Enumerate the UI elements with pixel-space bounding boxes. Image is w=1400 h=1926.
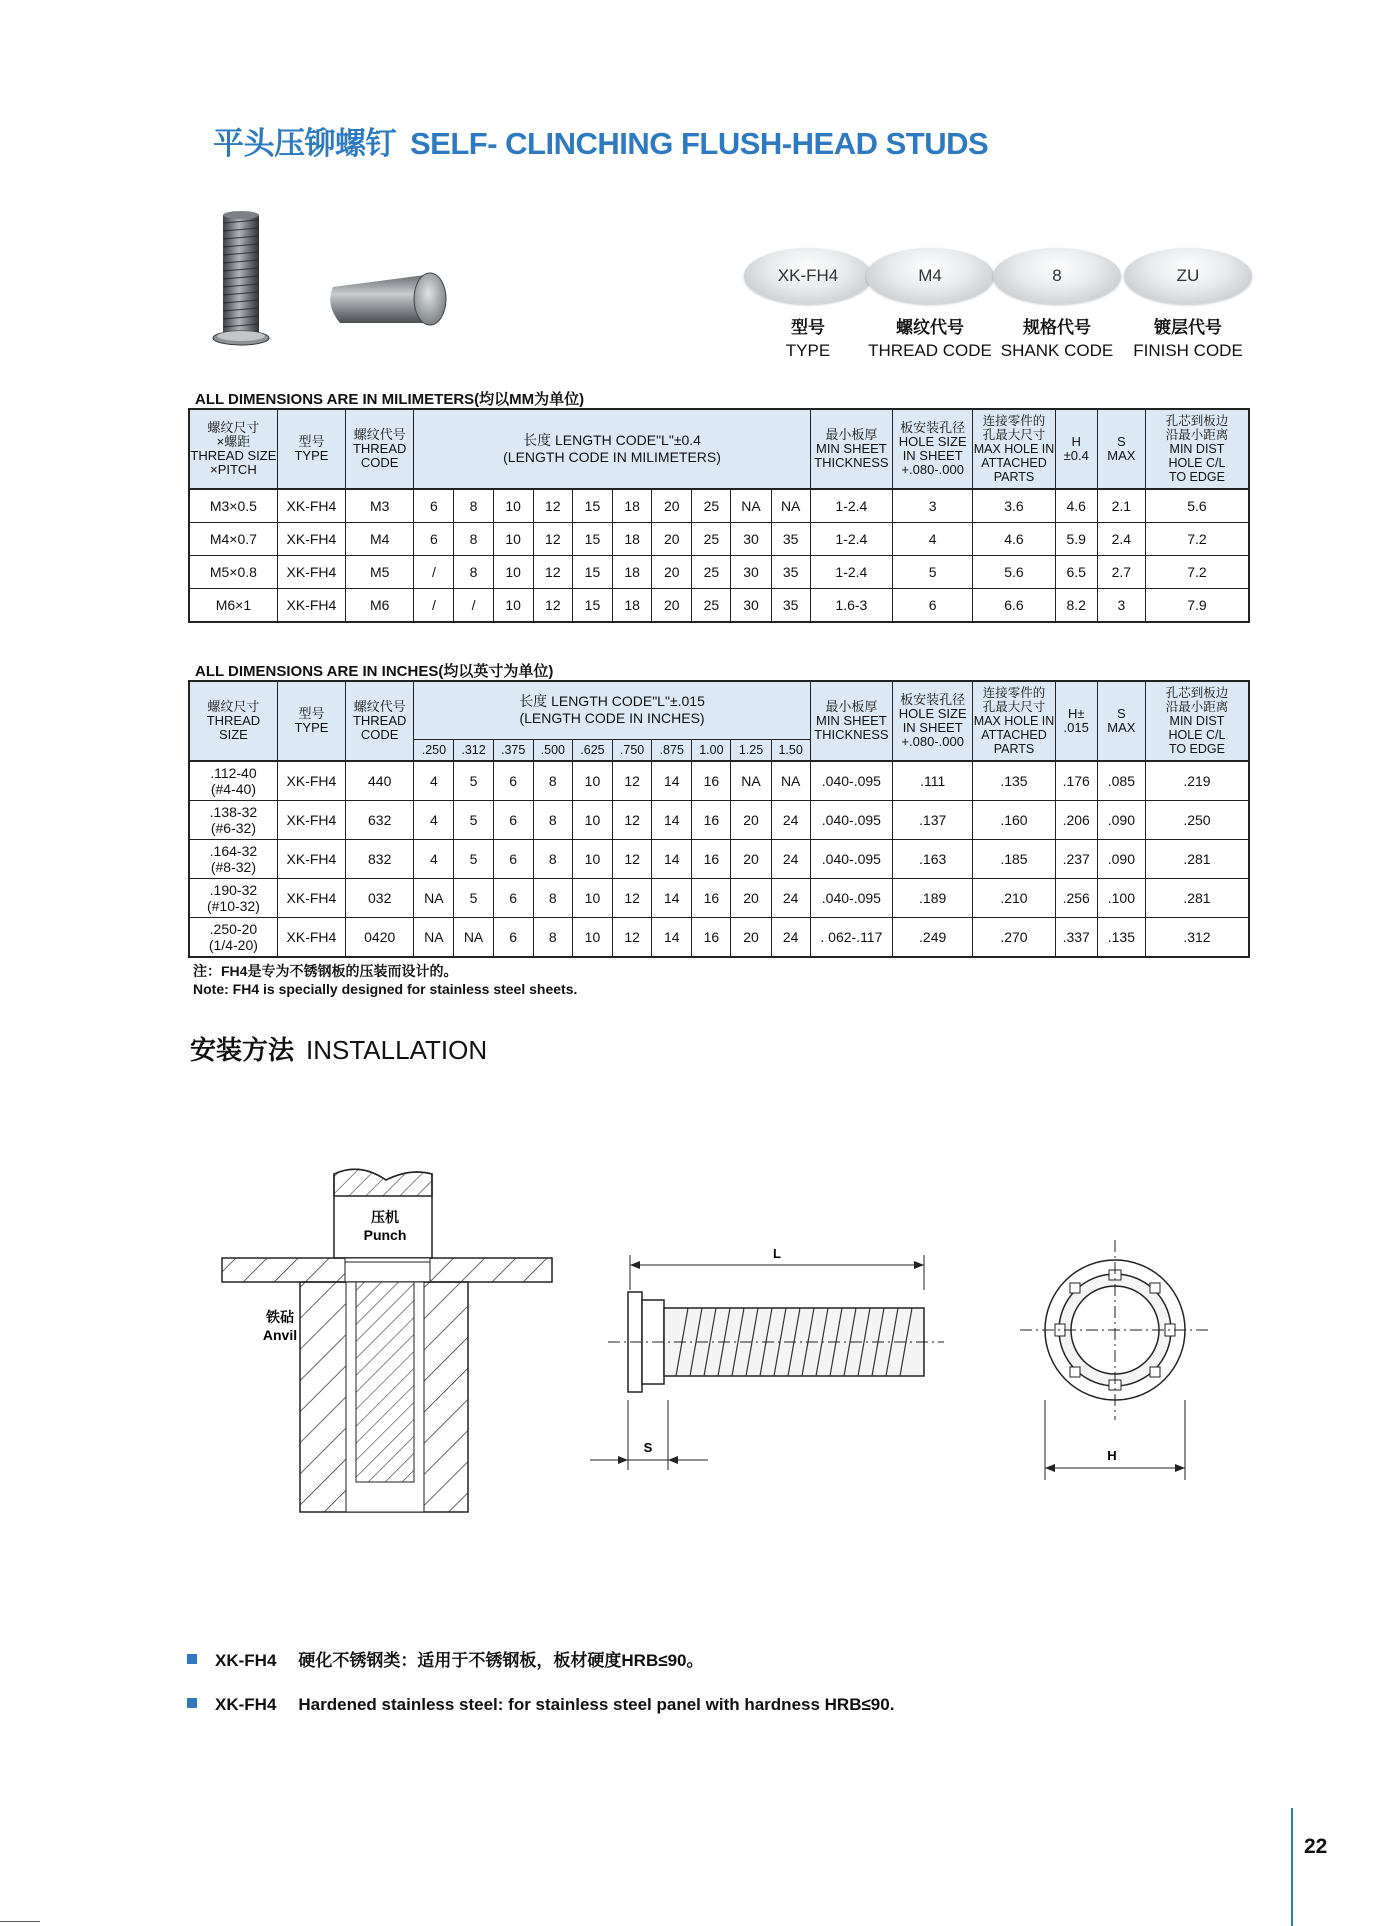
thread-code-cell: 032 <box>346 879 414 918</box>
type-cell: XK-FH4 <box>277 761 345 801</box>
dimension-s-label: S <box>643 1440 653 1455</box>
length-cell: 4 <box>414 840 454 879</box>
mm-header-hole-size: 板安装孔径 HOLE SIZE IN SHEET +.080-.000 <box>893 409 973 489</box>
length-cell: 12 <box>613 801 652 840</box>
mm-header-h: H ±0.4 <box>1055 409 1097 489</box>
inch-header-h: H± .015 <box>1055 681 1097 761</box>
thread-code-cell: 440 <box>346 761 414 801</box>
hole-cell: 4 <box>893 523 973 556</box>
s-cell: 3 <box>1097 589 1145 623</box>
length-cell: 16 <box>692 761 731 801</box>
min-sheet-cell: .040-.095 <box>810 761 892 801</box>
length-cell: 18 <box>613 489 652 523</box>
thread-size-cell: M4×0.7 <box>189 523 277 556</box>
mm-header-thread-size: 螺纹尺寸 ×螺距 THREAD SIZE ×PITCH <box>189 409 277 489</box>
thread-code-cell: M3 <box>346 489 414 523</box>
length-cell: NA <box>771 489 810 523</box>
length-cell: 20 <box>731 801 771 840</box>
length-cell: 20 <box>652 589 692 623</box>
length-cell: 12 <box>533 589 572 623</box>
max-hole-cell: .210 <box>973 879 1055 918</box>
length-cell: 14 <box>652 879 692 918</box>
part-oval-finish: ZU <box>1124 248 1252 304</box>
length-cell: 20 <box>652 523 692 556</box>
length-code-header: 1.00 <box>692 739 731 761</box>
type-cell: XK-FH4 <box>277 556 345 589</box>
length-cell: 35 <box>771 556 810 589</box>
thread-code-cell: 0420 <box>346 918 414 958</box>
hole-cell: .189 <box>893 879 973 918</box>
length-cell: 6 <box>493 918 533 958</box>
stud-lying <box>330 273 446 325</box>
h-cell: .337 <box>1055 918 1097 958</box>
page-title-en: SELF- CLINCHING FLUSH-HEAD STUDS <box>410 126 989 161</box>
s-cell: 2.1 <box>1097 489 1145 523</box>
thread-size-alt-line: (#6-32) <box>210 820 256 836</box>
length-cell: 18 <box>613 556 652 589</box>
dist-cell: .219 <box>1145 761 1249 801</box>
hole-cell: 6 <box>893 589 973 623</box>
thread-size-cell <box>189 879 277 918</box>
dist-cell: 7.2 <box>1145 556 1249 589</box>
length-cell: 6 <box>493 879 533 918</box>
length-cell: 16 <box>692 918 731 958</box>
length-cell: 18 <box>613 589 652 623</box>
hole-cell: .111 <box>893 761 973 801</box>
thread-size-line: .190-32 <box>209 882 258 898</box>
min-sheet-cell: 1-2.4 <box>810 556 892 589</box>
length-cell: NA <box>771 761 810 801</box>
length-cell: 6 <box>414 489 454 523</box>
inch-header-type: 型号 TYPE <box>277 681 345 761</box>
thread-size-alt-line: (#10-32) <box>206 898 260 914</box>
length-cell: 30 <box>731 589 771 623</box>
thread-size-line: .112-40 <box>210 765 257 781</box>
length-cell: 14 <box>652 801 692 840</box>
length-cell: 5 <box>454 840 493 879</box>
thread-size-cell <box>189 801 277 840</box>
min-sheet-cell: .040-.095 <box>810 801 892 840</box>
length-cell: 24 <box>771 840 810 879</box>
h-cell: 6.5 <box>1055 556 1097 589</box>
s-cell: .135 <box>1097 918 1145 958</box>
dist-cell: .250 <box>1145 801 1249 840</box>
inch-header-s: S MAX <box>1097 681 1145 761</box>
dist-cell: 7.2 <box>1145 523 1249 556</box>
length-cell: 16 <box>692 801 731 840</box>
length-cell: 5 <box>454 761 493 801</box>
length-cell: 10 <box>572 918 612 958</box>
length-cell: 12 <box>613 918 652 958</box>
thread-size-cell: M6×1 <box>189 589 277 623</box>
dist-cell: .281 <box>1145 840 1249 879</box>
length-cell: 20 <box>652 556 692 589</box>
part-label-thread: 螺纹代号 THREAD CODE <box>868 318 992 360</box>
length-cell: 6 <box>493 761 533 801</box>
max-hole-cell: .185 <box>973 840 1055 879</box>
type-cell: XK-FH4 <box>277 523 345 556</box>
s-cell: .085 <box>1097 761 1145 801</box>
length-cell: 20 <box>731 879 771 918</box>
inch-header-length: 长度 LENGTH CODE"L"±.015 (LENGTH CODE IN INCHES) <box>414 681 810 739</box>
part-oval-type: XK-FH4 <box>744 248 872 304</box>
stud-end-view-drawing <box>1020 1240 1210 1480</box>
length-cell: 4 <box>414 801 454 840</box>
length-cell: 8 <box>454 523 493 556</box>
bullet-square-icon <box>187 1698 197 1708</box>
h-cell: .237 <box>1055 840 1097 879</box>
hole-cell: 5 <box>893 556 973 589</box>
length-cell: 6 <box>493 840 533 879</box>
length-cell: / <box>414 589 454 623</box>
length-cell: NA <box>414 879 454 918</box>
length-cell: 6 <box>493 801 533 840</box>
part-oval-thread: M4 <box>866 248 994 304</box>
page-number: 22 <box>1304 1835 1328 1858</box>
mm-header-max-hole: 连接零件的 孔最大尺寸 MAX HOLE IN ATTACHED PARTS <box>973 409 1055 489</box>
length-cell: 15 <box>572 523 612 556</box>
length-cell: 12 <box>533 489 572 523</box>
length-code-header: .875 <box>652 739 692 761</box>
stud-standing <box>213 211 269 345</box>
s-cell: .090 <box>1097 840 1145 879</box>
min-sheet-cell: 1.6-3 <box>810 589 892 623</box>
length-cell: 20 <box>731 918 771 958</box>
length-cell: 10 <box>493 489 533 523</box>
h-cell: .206 <box>1055 801 1097 840</box>
hole-cell: .137 <box>893 801 973 840</box>
punch-label-cn: 压机 <box>371 1209 399 1225</box>
min-sheet-cell: . 062-.117 <box>810 918 892 958</box>
length-cell: 8 <box>533 879 572 918</box>
length-code-header: .500 <box>533 739 572 761</box>
thread-size-cell <box>189 918 277 958</box>
length-cell: 4 <box>414 761 454 801</box>
max-hole-cell: 6.6 <box>973 589 1055 623</box>
length-cell: 12 <box>613 879 652 918</box>
mm-header-min-sheet: 最小板厚 MIN SHEET THICKNESS <box>810 409 892 489</box>
type-cell: XK-FH4 <box>277 589 345 623</box>
length-cell: 30 <box>731 523 771 556</box>
length-cell: 14 <box>652 840 692 879</box>
thread-size-line: .164-32 <box>209 843 258 859</box>
length-cell: 24 <box>771 879 810 918</box>
inch-header-min-sheet: 最小板厚 MIN SHEET THICKNESS <box>810 681 892 761</box>
inch-spec-table <box>188 680 1250 958</box>
length-code-header: 1.50 <box>771 739 810 761</box>
thread-code-cell: 632 <box>346 801 414 840</box>
length-cell: 12 <box>613 840 652 879</box>
note <box>193 962 577 998</box>
min-sheet-cell: .040-.095 <box>810 879 892 918</box>
length-cell: 12 <box>613 761 652 801</box>
thread-size-line: .138-32 <box>209 804 258 820</box>
mm-section-title: ALL DIMENSIONS ARE IN MILIMETERS(均以MM为单位) <box>195 391 585 408</box>
length-code-header: .312 <box>454 739 493 761</box>
inch-header-max-hole: 连接零件的 孔最大尺寸 MAX HOLE IN ATTACHED PARTS <box>973 681 1055 761</box>
page-divider <box>1291 1808 1293 1926</box>
length-cell: 6 <box>414 523 454 556</box>
note-en: Note: FH4 is specially designed for stainless steel sheets. <box>193 981 578 997</box>
anvil-label-en: Anvil <box>262 1327 298 1343</box>
thread-code-cell: M5 <box>346 556 414 589</box>
table-row <box>189 556 1249 589</box>
length-cell: 5 <box>454 879 493 918</box>
length-cell: 12 <box>533 556 572 589</box>
length-cell: 24 <box>771 918 810 958</box>
length-cell: 10 <box>493 523 533 556</box>
mm-header-length: 长度 LENGTH CODE"L"±0.4 (LENGTH CODE IN MILIMETERS) <box>414 409 810 489</box>
dist-cell: .281 <box>1145 879 1249 918</box>
length-cell: 5 <box>454 801 493 840</box>
h-cell: 8.2 <box>1055 589 1097 623</box>
length-cell: 10 <box>493 556 533 589</box>
note-cn: 注：FH4是专为不锈钢板的压装而设计的。 <box>193 963 458 979</box>
part-oval-shank: 8 <box>993 248 1121 304</box>
dist-cell: 5.6 <box>1145 489 1249 523</box>
length-cell: 35 <box>771 523 810 556</box>
thread-code-cell: M4 <box>346 523 414 556</box>
press-setup-drawing <box>222 1169 552 1512</box>
h-cell: .176 <box>1055 761 1097 801</box>
punch-label-en: Punch <box>363 1227 407 1243</box>
s-cell: 2.4 <box>1097 523 1145 556</box>
thread-size-cell: M3×0.5 <box>189 489 277 523</box>
hole-cell: .249 <box>893 918 973 958</box>
thread-code-cell: 832 <box>346 840 414 879</box>
length-cell: 25 <box>692 556 731 589</box>
length-cell: 15 <box>572 556 612 589</box>
length-cell: 35 <box>771 589 810 623</box>
dist-cell: .312 <box>1145 918 1249 958</box>
length-cell: 20 <box>731 840 771 879</box>
hole-cell: 3 <box>893 489 973 523</box>
s-cell: 2.7 <box>1097 556 1145 589</box>
length-cell: 8 <box>454 556 493 589</box>
min-sheet-cell: .040-.095 <box>810 840 892 879</box>
max-hole-cell: 4.6 <box>973 523 1055 556</box>
length-code-header: 1.25 <box>731 739 771 761</box>
page-title-cn: 平头压铆螺钉 <box>213 126 396 161</box>
thread-size-alt-line: (1/4-20) <box>208 937 258 953</box>
type-cell: XK-FH4 <box>277 801 345 840</box>
length-cell: / <box>454 589 493 623</box>
table-row <box>189 840 1249 879</box>
min-sheet-cell: 1-2.4 <box>810 489 892 523</box>
inch-header-hole-size: 板安装孔径 HOLE SIZE IN SHEET +.080-.000 <box>893 681 973 761</box>
length-code-header: .625 <box>572 739 612 761</box>
installation-diagram <box>0 1150 1400 1530</box>
hole-cell: .163 <box>893 840 973 879</box>
length-cell: 14 <box>652 918 692 958</box>
h-cell: 5.9 <box>1055 523 1097 556</box>
length-cell: 25 <box>692 589 731 623</box>
type-cell: XK-FH4 <box>277 879 345 918</box>
length-cell: 10 <box>493 589 533 623</box>
table-row <box>189 589 1249 623</box>
product-photo <box>205 205 465 355</box>
type-cell: XK-FH4 <box>277 489 345 523</box>
dimension-h-label: H <box>1107 1448 1117 1463</box>
max-hole-cell: 5.6 <box>973 556 1055 589</box>
inch-section-title: ALL DIMENSIONS ARE IN INCHES(均以英寸为单位) <box>195 663 554 680</box>
material-item-cn: XK-FH4 硬化不锈钢类：适用于不锈钢板，板材硬度HRB≤90。 <box>187 1646 703 1671</box>
s-cell: .100 <box>1097 879 1145 918</box>
table-row <box>189 523 1249 556</box>
table-row <box>189 918 1249 958</box>
part-label-type: 型号 TYPE <box>785 318 831 360</box>
length-cell: 8 <box>533 918 572 958</box>
mm-spec-table <box>188 408 1250 623</box>
page-title <box>213 118 988 163</box>
length-cell: NA <box>731 761 771 801</box>
thread-size-cell <box>189 840 277 879</box>
table-row <box>189 801 1249 840</box>
length-cell: 10 <box>572 879 612 918</box>
type-cell: XK-FH4 <box>277 918 345 958</box>
length-cell: NA <box>731 489 771 523</box>
thread-code-cell: M6 <box>346 589 414 623</box>
length-cell: 14 <box>652 761 692 801</box>
length-cell: 12 <box>533 523 572 556</box>
anvil-label-cn: 铁砧 <box>266 1309 294 1325</box>
length-cell: 25 <box>692 489 731 523</box>
length-cell: 25 <box>692 523 731 556</box>
dist-cell: 7.9 <box>1145 589 1249 623</box>
max-hole-cell: 3.6 <box>973 489 1055 523</box>
table-row <box>189 879 1249 918</box>
length-cell: NA <box>414 918 454 958</box>
inch-header-min-dist: 孔芯到板边 沿最小距离 MIN DIST HOLE C/L TO EDGE <box>1145 681 1249 761</box>
thread-size-alt-line: (#8-32) <box>210 859 256 875</box>
h-cell: .256 <box>1055 879 1097 918</box>
length-cell: 16 <box>692 879 731 918</box>
length-cell: 18 <box>613 523 652 556</box>
min-sheet-cell: 1-2.4 <box>810 523 892 556</box>
mm-header-s: S MAX <box>1097 409 1145 489</box>
thread-size-cell: M5×0.8 <box>189 556 277 589</box>
bullet-square-icon <box>187 1654 197 1664</box>
length-cell: NA <box>454 918 493 958</box>
thread-size-cell <box>189 761 277 801</box>
max-hole-cell: .135 <box>973 761 1055 801</box>
length-cell: 8 <box>533 801 572 840</box>
thread-size-line: .250-20 <box>209 921 258 937</box>
length-cell: 8 <box>454 489 493 523</box>
length-cell: 10 <box>572 761 612 801</box>
table-row <box>189 761 1249 801</box>
length-cell: 16 <box>692 840 731 879</box>
table-row <box>189 489 1249 523</box>
inch-header-thread-code: 螺纹代号 THREAD CODE <box>346 681 414 761</box>
s-cell: .090 <box>1097 801 1145 840</box>
mm-header-min-dist: 孔芯到板边 沿最小距离 MIN DIST HOLE C/L TO EDGE <box>1145 409 1249 489</box>
corner-mark <box>0 1921 40 1922</box>
part-label-finish: 镀层代号 FINISH CODE <box>1133 318 1243 360</box>
stud-side-view-drawing <box>590 1246 944 1470</box>
length-cell: / <box>414 556 454 589</box>
length-cell: 15 <box>572 589 612 623</box>
length-cell: 10 <box>572 840 612 879</box>
dimension-l-label: L <box>773 1246 781 1261</box>
mm-header-thread-code: 螺纹代号 THREAD CODE <box>346 409 414 489</box>
length-cell: 20 <box>652 489 692 523</box>
mm-header-type: 型号 TYPE <box>277 409 345 489</box>
length-cell: 10 <box>572 801 612 840</box>
max-hole-cell: .160 <box>973 801 1055 840</box>
type-cell: XK-FH4 <box>277 840 345 879</box>
inch-header-thread-size: 螺纹尺寸 THREAD SIZE <box>189 681 277 761</box>
length-cell: 30 <box>731 556 771 589</box>
length-cell: 8 <box>533 840 572 879</box>
length-cell: 8 <box>533 761 572 801</box>
length-cell: 15 <box>572 489 612 523</box>
material-item-en: XK-FH4 Hardened stainless steel: for stainless steel panel with hardness HRB≤90. <box>187 1695 894 1715</box>
h-cell: 4.6 <box>1055 489 1097 523</box>
length-code-header: .375 <box>493 739 533 761</box>
thread-size-alt-line: (#4-40) <box>210 781 256 797</box>
max-hole-cell: .270 <box>973 918 1055 958</box>
part-label-shank: 规格代号 SHANK CODE <box>1000 318 1114 360</box>
length-cell: 24 <box>771 801 810 840</box>
length-code-header: .250 <box>414 739 454 761</box>
installation-title: 安装方法 INSTALLATION <box>190 1035 488 1065</box>
length-code-header: .750 <box>613 739 652 761</box>
